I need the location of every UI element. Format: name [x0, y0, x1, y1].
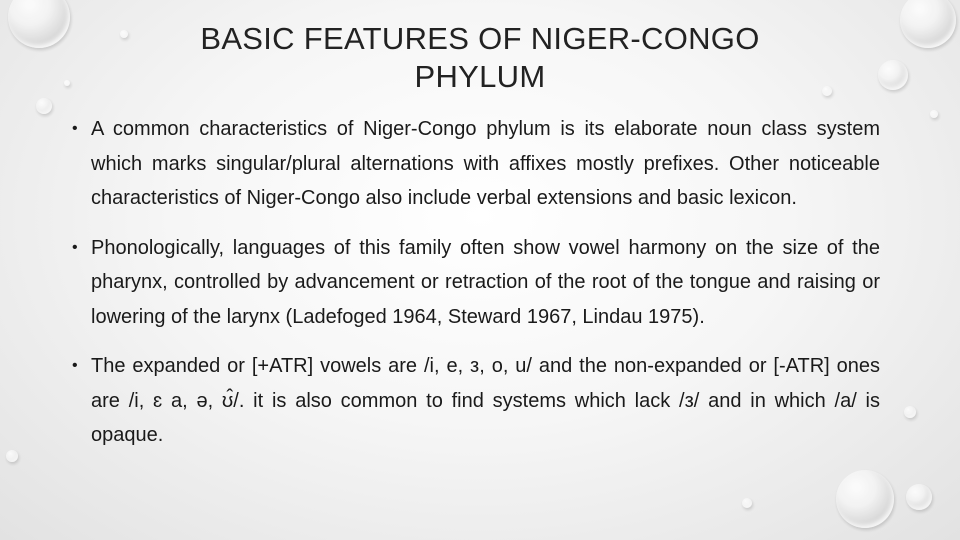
water-drop-decoration — [906, 484, 932, 510]
water-drop-decoration — [878, 60, 908, 90]
water-drop-decoration — [8, 0, 70, 48]
bullet-item — [72, 112, 880, 216]
water-drop-decoration — [742, 498, 752, 508]
bullet-list — [72, 112, 880, 468]
water-drop-decoration — [836, 470, 894, 528]
bullet-dot-icon: • — [72, 120, 78, 137]
slide-title-line-1: BASIC FEATURES OF NIGER-CONGO — [200, 21, 760, 56]
water-drop-decoration — [904, 406, 916, 418]
water-drop-decoration — [36, 98, 52, 114]
water-drop-decoration — [930, 110, 938, 118]
water-drop-decoration — [900, 0, 956, 48]
slide-title-line-2: PHYLUM — [414, 59, 546, 94]
bullet-text: Phonologically, languages of this family often show vowel harmony on the size of the pharynx, controlled by advancement or retraction of the root of the tongue and raising or lowering of the larynx (Ladefoged 1964, Steward 1967, Lindau 1975). — [91, 236, 880, 328]
bullet-text: A common characteristics of Niger-Congo phylum is its elaborate noun class system which marks singular/plural alternations with affixes mostly prefixes. Other noticeable characteristics of Niger-Congo also include verbal extensions and basic lexicon. — [91, 118, 880, 209]
bullet-text: The expanded or [+ATR] vowels are /i, e, з, o, u/ and the non-expanded or [-ATR] ones are /i, ɛ a, ə, ʊ̂/. it is also common to find systems which lack /з/ and in which /a/ is opaque. — [91, 355, 880, 446]
bullet-dot-icon: • — [72, 357, 78, 374]
bullet-item — [72, 231, 880, 335]
slide-title — [120, 20, 840, 96]
bullet-dot-icon: • — [72, 238, 78, 256]
water-drop-decoration — [64, 80, 70, 86]
water-drop-decoration — [6, 450, 18, 462]
bullet-item — [72, 349, 880, 453]
